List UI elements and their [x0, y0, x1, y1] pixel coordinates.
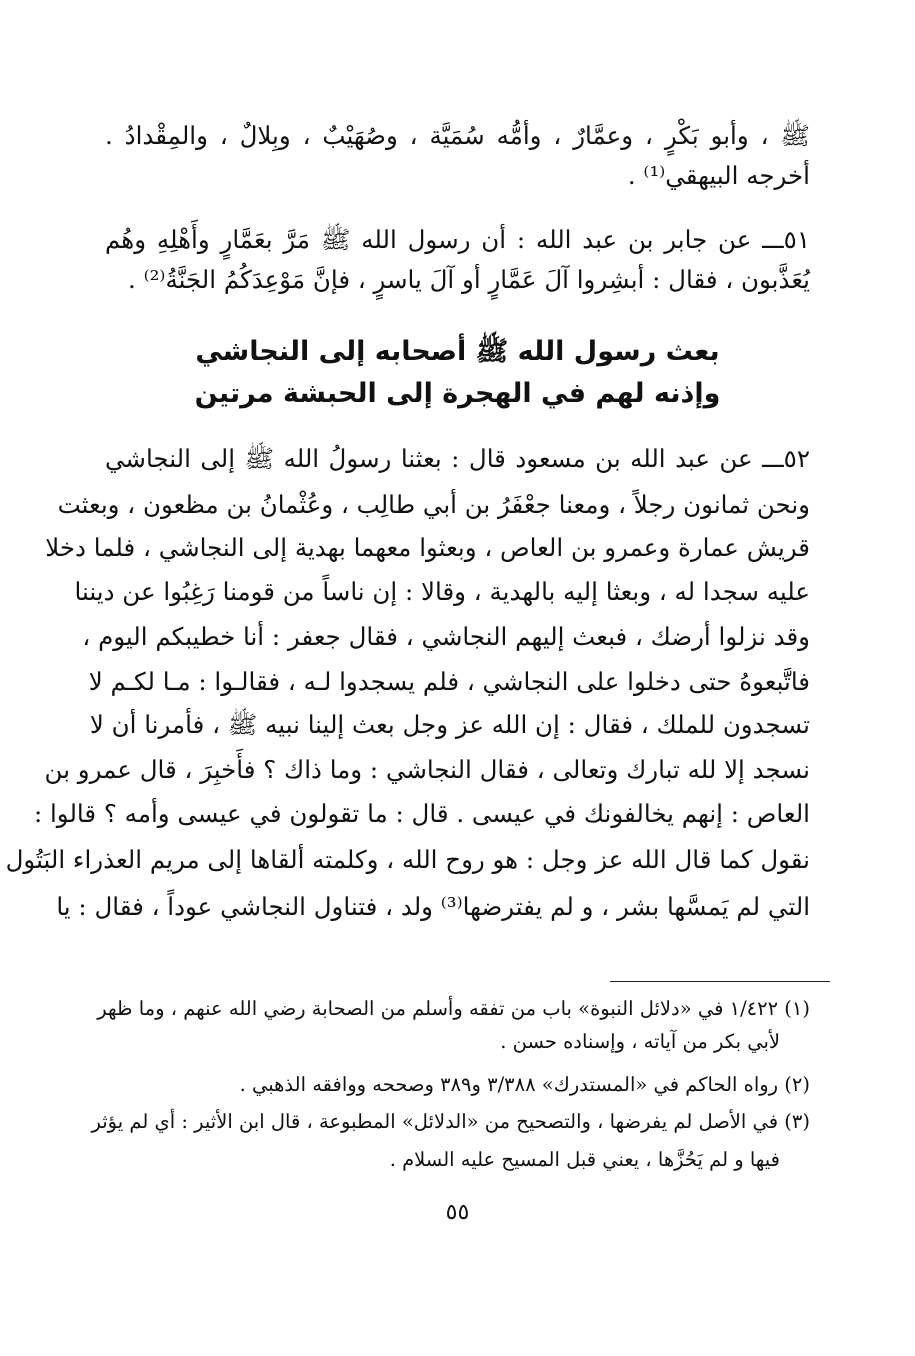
text-line: نسجد إلا لله تبارك وتعالى ، فقال النجاشي : وما ذاك ؟ فأَخبِرَ ، قال عمرو بن — [44, 755, 810, 784]
text-line: العاص : إنهم يخالفونك في عيسى . قال : ما تقولون في عيسى وأمه ؟ قالوا : — [33, 799, 810, 828]
footnote-2: (٢) رواه الحاكم في «المستدرك» ٣/٣٨٨ و٣٨٩ وصححه ووافقه الذهبي . — [239, 1073, 810, 1096]
text-line: نقول كما قال الله عز وجل : هو روح الله ، وكلمته ألقاها إلى مريم العذراء البَتُول — [5, 845, 810, 874]
text-line: فاتَّبعوهُ حتى دخلوا على النجاشي ، فلم يسجدوا لـه ، فقالـوا : مـا لكـم لا — [88, 667, 810, 696]
text-line: التي لم يَمسَّها بشر ، و لم يفترضها⁽³⁾ ولد ، فتناول النجاشي عوداً ، فقال : يا — [56, 892, 810, 921]
text-line: أخرجه البيهقي⁽¹⁾ . — [627, 161, 810, 190]
footnote-1-continued: لأبي بكر من آياته ، وإسناده حسن . — [500, 1030, 780, 1053]
text-line: وقد نزلوا أرضك ، فبعث إليهم النجاشي ، فقال جعفر : أنا خطيبكم اليوم ، — [82, 622, 810, 651]
footnote-3: (٣) في الأصل لم يفرضها ، والتصحيح من «الدلائل» المطبوعة ، قال ابن الأثير : أي لم يؤثر — [91, 1110, 810, 1133]
text-line: عليه سجدا له ، وبعثا إليه بالهدية ، وقالا : إن ناساً من قومنا رَغِبُوا عن ديننا — [74, 577, 810, 606]
text-line: ﷺ ، وأبو بَكْرٍ ، وعمَّارٌ ، وأمُّه سُمَيَّة ، وصُهَيْبٌ ، وبِلالٌ ، والمِقْدادُ . — [105, 121, 810, 150]
text-line: قريش عمارة وعمرو بن العاص ، وبعثوا معهما بهدية إلى النجاشي ، فلما دخلا — [45, 533, 810, 562]
footnote-divider — [610, 981, 830, 982]
text-line: ٥٢ـــ عن عبد الله بن مسعود قال : بعثنا رسولُ الله ﷺ إلى النجاشي — [105, 444, 810, 473]
section-heading-line-1: بعث رسول الله ﷺ أصحابه إلى النجاشي — [195, 336, 720, 367]
text-line: ونحن ثمانون رجلاً ، ومعنا جعْفَرُ بن أبي طالِب ، وعُثْمانُ بن مظعون ، وبعثت — [57, 490, 810, 519]
footnote-3-continued: فيها و لم يَحُزَّها ، يعني قبل المسيح عليه السلام . — [389, 1148, 780, 1171]
footnote-1: (١) ١/٤٢٢ في «دلائل النبوة» باب من تفقه وأسلم من الصحابة رضي الله عنهم ، وما ظهر — [97, 997, 810, 1020]
section-heading-line-2: وإذنه لهم في الهجرة إلى الحبشة مرتين — [194, 378, 721, 409]
text-line: تسجدون للملك ، فقال : إن الله عز وجل بعث إلينا نبيه ﷺ ، فأمرنا أن لا — [89, 710, 810, 739]
page-number: ٥٥ — [445, 1200, 470, 1225]
text-line: ٥١ـــ عن جابر بن عبد الله : أن رسول الله ﷺ مَرَّ بعَمَّارٍ وأَهْلِهِ وهُم — [105, 225, 810, 254]
text-line: يُعَذَّبون ، فقال : أبشِروا آلَ عَمَّارٍ أو آلَ ياسرٍ ، فإنَّ مَوْعِدَكُمُ الجَنَّةُ⁽²⁾ . — [128, 265, 810, 294]
